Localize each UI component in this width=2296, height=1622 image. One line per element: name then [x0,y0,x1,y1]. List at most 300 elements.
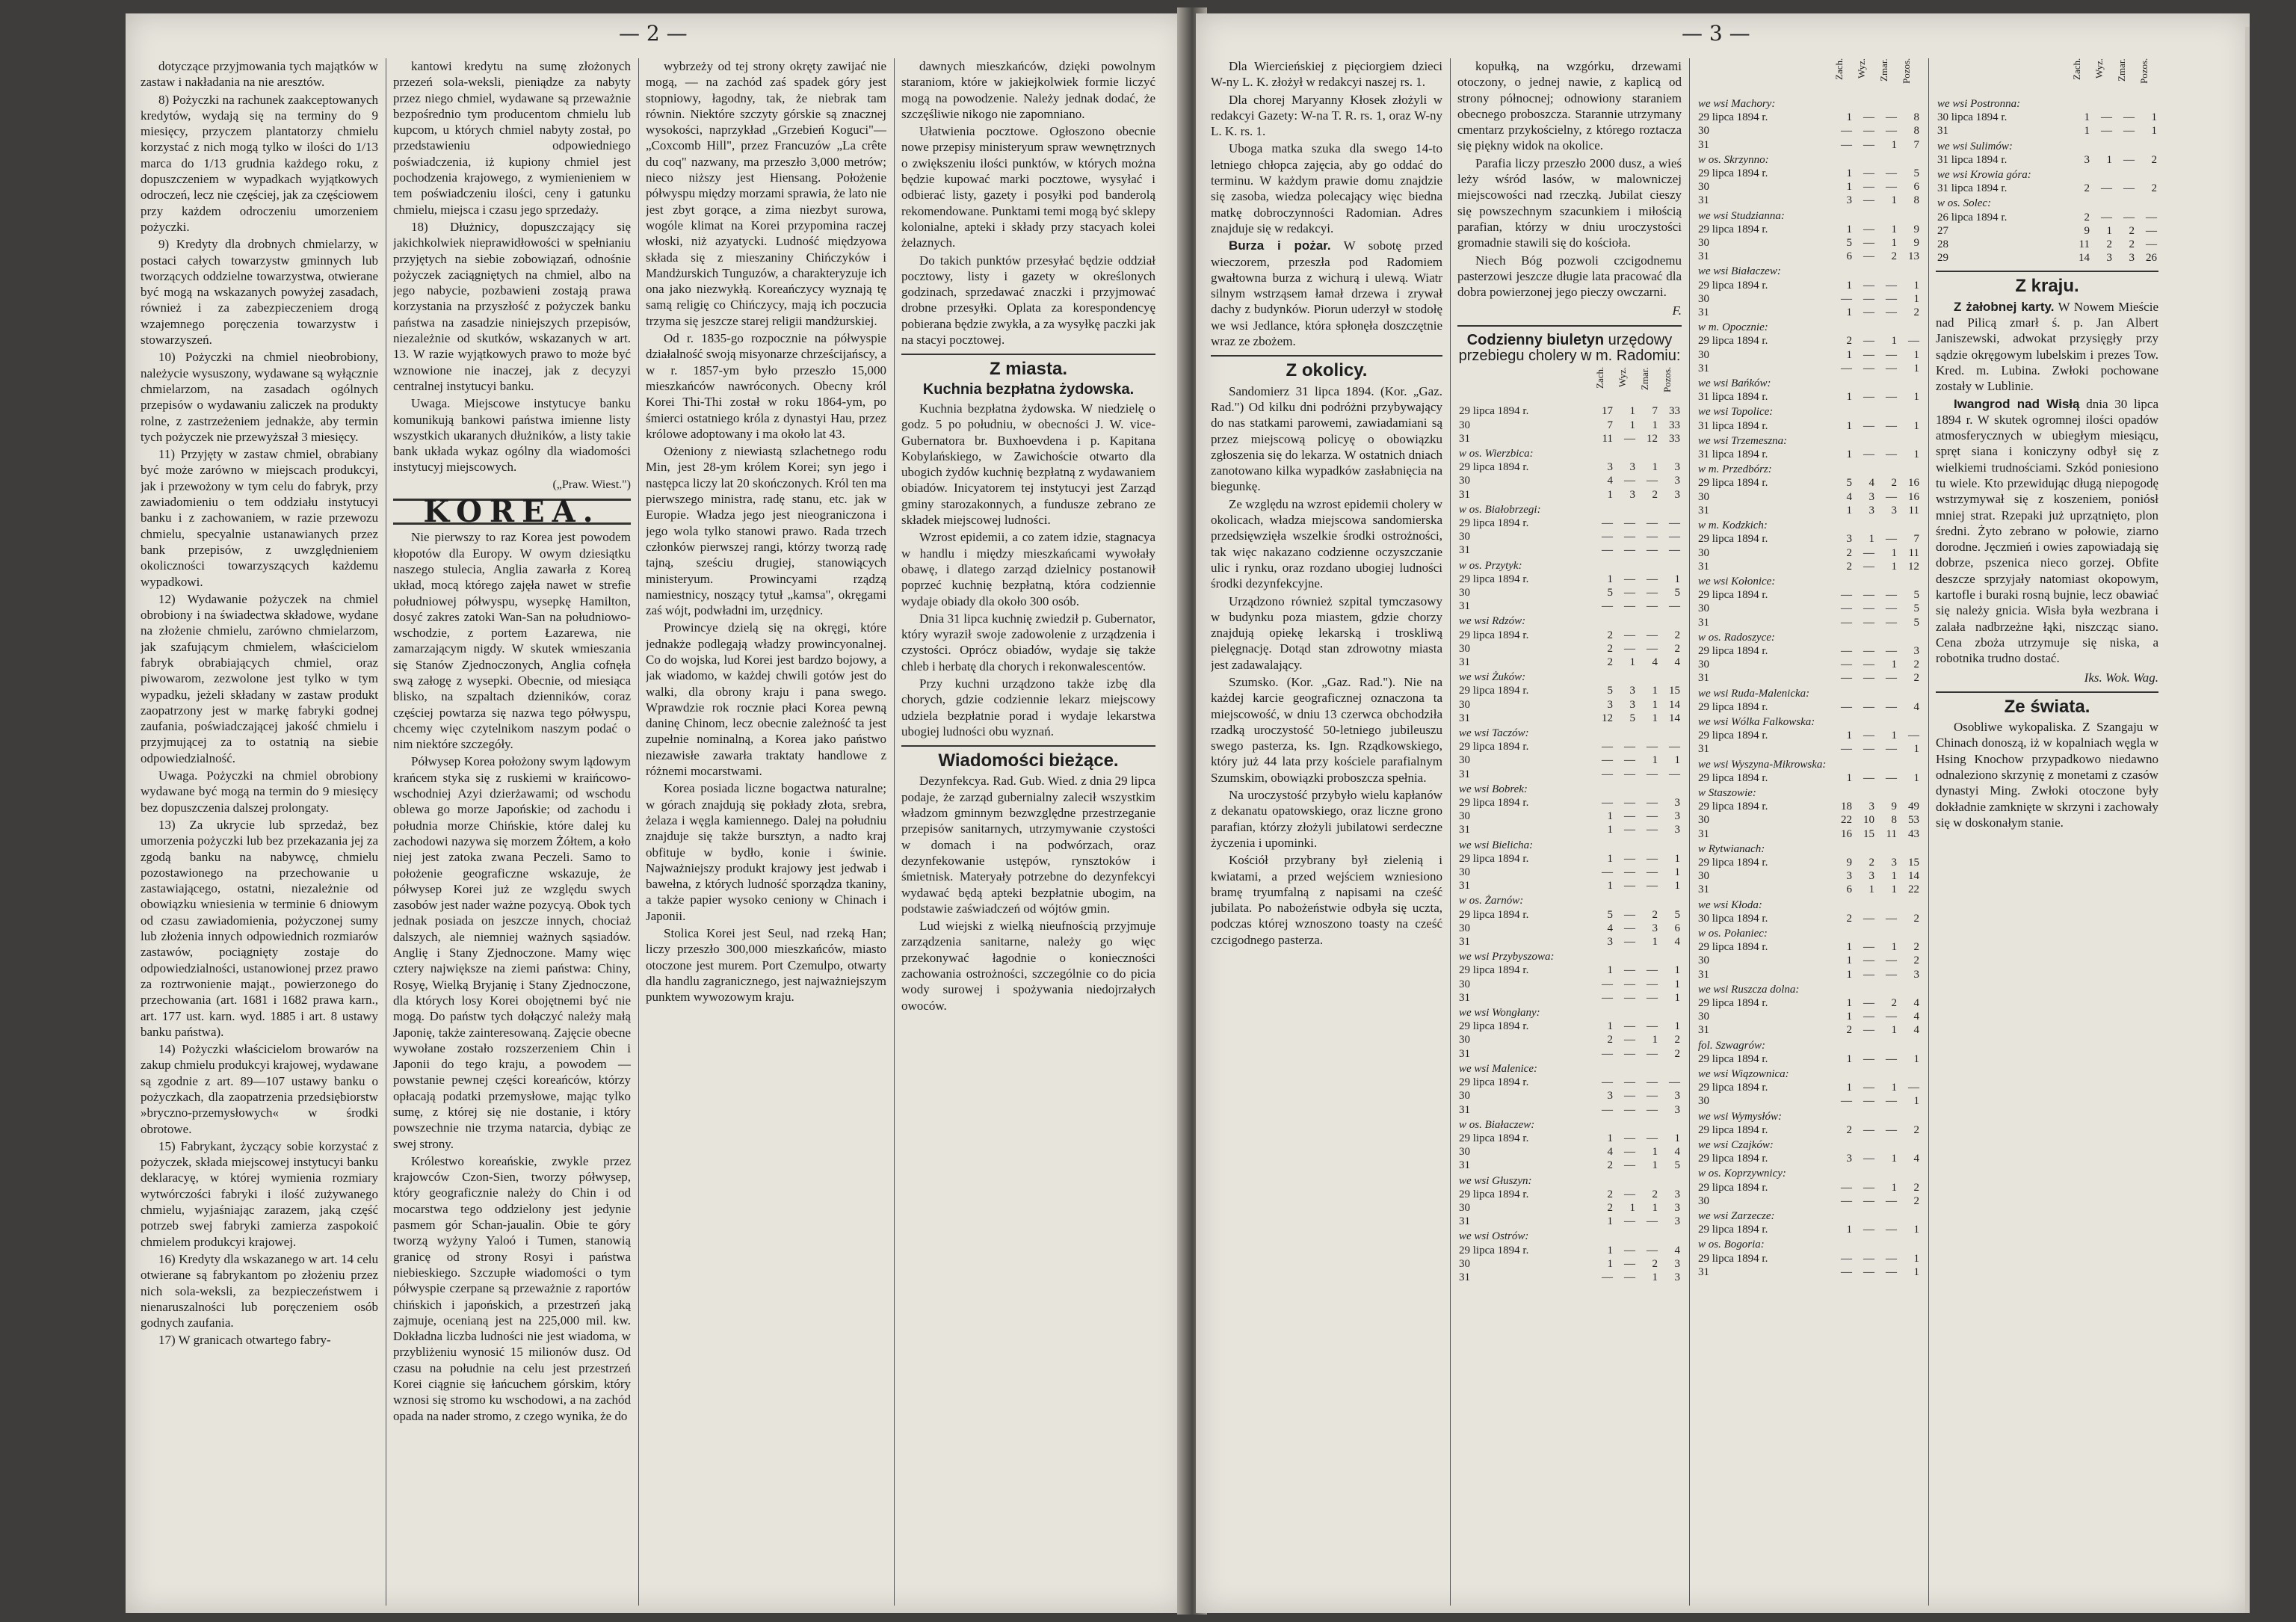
column-header: Wyz. [1617,367,1628,388]
table-cell: — [1841,589,1852,602]
table-row [1697,742,1921,756]
table-cell: 53 [1908,814,1919,827]
table-cell: 3 [1674,1188,1680,1200]
table-cell: — [1624,1159,1635,1172]
table-cell: — [1863,912,1874,925]
place-label: w os. Przytyk: [1459,559,1522,572]
table-cell: — [1863,1123,1874,1136]
paragraph: Na uroczystość przybyło wielu kapłanów z dekanatu opatowskiego, oraz liczne grono parafian, którzy złożyli jubilatowi serdeczne życzenia i upominki. [1211,788,1442,850]
table-row [1936,138,2158,153]
table-row [1936,251,2158,265]
place-label: w os. Połaniec: [1698,927,1768,940]
table-cell: 31 [1459,1271,1470,1283]
paragraph: 10) Pożyczki na chmiel nieobrobiony, należycie wysuszony, wydawane są wyłącznie chmielarzom, na zasadach ogólnych przepisów o wydawaniu zaliczek na produkty rolne, z zastrzeżeniem jednakże, aby termin tych pożyczek nie przewyższał 3 miesięcy. [141,350,378,444]
left-column-4 [901,58,1155,1606]
table-cell: 1 [1913,292,1919,305]
table-cell: 1 [1868,884,1874,896]
table-cell: — [1602,866,1613,879]
table-cell: 29 lipca 1894 r. [1459,629,1529,641]
table-cell: 31 [1459,880,1470,892]
table-row [1697,954,1921,967]
table-cell: — [1624,908,1635,921]
table-cell: 1 [1846,306,1852,319]
table-row [1697,167,1921,180]
table-cell: — [1886,616,1897,629]
table-row [1697,152,1921,167]
paragraph: Sandomierz 31 lipca 1894. (Kor. „Gaz. Rad.") Od kilku dni podróżni przybywający do nas statkami parowemi, zawiadamiani są przez miejscową policyę o obowiązku zgłoszenia się do lekarza. W ostatnich dniach zanotowano kilka wypadków zasłabnięcia na biegunkę. [1211,383,1442,494]
table-cell: — [2123,211,2135,223]
table-cell: 33 [1669,432,1680,445]
table-row [1697,968,1921,981]
table-cell: 29 lipca 1894 r. [1698,1252,1768,1265]
table-cell: — [1863,1252,1874,1265]
table-cell: — [1602,741,1613,753]
table-cell: — [1624,978,1635,990]
table-cell: — [1624,852,1635,865]
table-cell: 30 [1698,659,1709,671]
table-row [1457,1145,1682,1159]
table-cell: — [1886,1252,1897,1265]
table-row [1697,194,1921,207]
table-cell: 31 lipca 1894 r. [1698,419,1768,432]
table-cell: 1 [1846,223,1852,235]
table-cell: 1 [1846,504,1852,516]
table-cell: 1 [1846,771,1852,784]
table-row [1457,543,1682,557]
table-row [1457,1173,1682,1188]
place-label: we wsi Bobrek: [1459,783,1528,795]
table-cell: — [1602,768,1613,780]
wisla-text: dnia 30 lipca 1894 r. W skutek ogromnej ilości opadów atmosferycznych w ubiegłym miesiącu, spręt siana i koniczyny odbył się z wielkiemi trudnościami. Szkód poniesiono tu wiele. Kto przewidując długą niepogodę wstrzymywał się z koszeniem, poniósł mniej strat. Rzepaki już uprzątnięto, plon średni. Żyto zebrano w połowie, ziarno dorodne. Jęczmień i owies zapowiadają się dobrze, pszenica nieco gorzej. Obfite deszcze sprzyjały natomiast okopowym, kartofle i buraki rosną bujnie, lecz obawiać się należy gnicia. Wisła była wezbrana i zalała nadbrzeżne łąki, niszcząc siano. Cena zboża utrzymuje się niska, a robotnika trudno dostać. [1936,396,2158,666]
table-cell: 2 [1913,912,1919,925]
table-cell: — [1624,629,1635,641]
table-cell: — [1624,1020,1635,1033]
table-cell: 1 [1607,1020,1613,1033]
table-cell: 2 [1913,659,1919,671]
table-cell: — [1886,1194,1897,1207]
table-cell: — [1863,279,1874,292]
table-row [1697,912,1921,925]
table-cell: 30 [1698,181,1709,194]
table-row [1697,1108,1921,1123]
table-cell: 9 [1913,237,1919,250]
table-cell: 29 lipca 1894 r. [1698,1082,1768,1094]
table-cell: 3 [1674,797,1680,810]
table-cell: 30 [1459,586,1470,599]
table-cell: 3 [1868,504,1874,516]
table-cell: 30 lipca 1894 r. [1937,111,2008,124]
table-cell: 3 [1868,870,1874,883]
table-header [1697,58,1921,96]
table-cell: 10 [1863,814,1874,827]
table-cell: 31 [1698,884,1709,896]
table-cell: — [1886,644,1897,657]
table-header [1936,58,2158,96]
table-cell: 30 [1698,125,1709,138]
table-cell: 4 [1846,490,1852,503]
table-cell: 11 [1602,432,1613,445]
table-row [1457,892,1682,907]
table-cell: 29 lipca 1894 r. [1459,573,1529,585]
table-cell: 30 [1459,922,1470,934]
table-cell: 6 [1846,250,1852,263]
paragraph: kopułką, na wzgórku, drzewami otoczony, o jednej nawie, z kaplicą od strony północnej; odnowiony staraniem obecnego proboszcza. Starannie utrzymany cmentarz przykościelny, z którego roztacza się piękny widok na okolice. [1457,59,1682,153]
table-row [1697,771,1921,785]
table-cell: 29 lipca 1894 r. [1698,1224,1768,1236]
table-cell: — [1863,237,1874,250]
table-cell: 1 [1913,1252,1919,1265]
table-cell: 1 [1607,964,1613,977]
table-cell: 3 [1629,685,1635,697]
table-row [1457,629,1682,642]
table-cell: 2 [1607,1188,1613,1200]
table-cell: — [1647,475,1658,487]
table-row [1697,714,1921,729]
table-cell: 2 [1607,629,1613,641]
table-cell: — [1863,306,1874,319]
table-row [1457,963,1682,977]
divider [901,745,1155,747]
table-cell: 8 [1913,111,1919,124]
paragraph: Do takich punktów przesyłać będzie oddział pocztowy, listy i gazety w określonych godzinach, sprzedawać znaczki i przyjmować drobne przesyłki. Oplata za korespondencyę pobierana będzie zwykła, a za wysyłkę paczki jak na stacyi pocztowej. [901,253,1155,348]
table-cell: 29 [1937,252,1948,265]
table-row [1457,1089,1682,1103]
table-cell: 14 [1669,712,1680,724]
table-row [1697,208,1921,223]
table-cell: 30 [1698,348,1709,361]
table-cell: 11 [1886,827,1897,840]
paragraph: wybrzeży od tej strony okręty zawijać nie mogą, — na zachód zaś spadek góry jest stopniowy, łagodny, tak, że niebrak tam równin. Niektóre szczyty górskie są znacznej wysokości, naprzykład „Grzebień Koguci"—„Coxcomb Hill", przez Francuzów „La crête du coq" nazwany, ma przeszło 3,000 metrów; nieco niższy jest Hiensang. Położenie półwyspu między morzami sprawia, że lato nie jest zbyt gorące, a zima niezbyt surowa, wogóle klimat na Korei przypomina raczej włoski, niż azyatycki. Ludność międzyowa składa się z mieszaniny Chińczyków i Mandżurskich Tunguzów, a charakteryzuje ich ona jako niezwykłą. Koreańczycy wyznają tę samą religię co Chińczycy, mają ich poczucia trzyma się jeszcze starej religii mandżurskiej. [646,59,886,328]
table-cell: — [1863,1153,1874,1165]
table-cell: 22 [1908,884,1919,896]
table-cell: 9 [1891,801,1897,813]
table-cell: 6 [1913,181,1919,194]
table-cell: — [1886,167,1897,180]
table-cell: 30 [1698,870,1709,883]
table-cell: 29 lipca 1894 r. [1698,223,1768,235]
storm-lead: Burza i pożar. [1229,238,1331,253]
table-cell: 29 lipca 1894 r. [1459,461,1529,474]
kitchen-heading: Kuchnia bezpłatna żydowska. [922,380,1135,398]
table-cell: 31 [1698,616,1709,629]
table-row [1457,1188,1682,1201]
place-label: w os. Białobrzegi: [1459,503,1541,516]
table-cell: 29 lipca 1894 r. [1459,741,1529,753]
table-row [1936,96,2158,111]
table-cell: 2 [1652,1188,1658,1200]
table-cell: 29 lipca 1894 r. [1698,279,1768,292]
table-cell: 2 [1607,656,1613,668]
place-label: w os. Solec: [1937,197,1992,210]
table-row [1457,768,1682,781]
table-cell: 1 [1652,461,1658,474]
table-cell: 1 [1891,1181,1897,1194]
table-row [1697,263,1921,278]
table-cell: 29 lipca 1894 r. [1459,1244,1529,1256]
table-cell: — [1624,922,1635,934]
place-label: w m. Przedbórz: [1698,463,1772,476]
table-cell: 28 [1937,238,1948,251]
table-cell: — [1886,391,1897,404]
table-cell: — [1863,589,1874,602]
place-label: w os. Skrzynno: [1698,153,1769,166]
paragraph: Kuchnia bezpłatna żydowska. W niedzielę o godz. 5 po południu, w obecności J. W. vice-Gubernatora br. Buxhoevdena i p. Kapitana Kobylańskiego, w Zawichoście otwarto dla ubogich żydów kuchnię bezpłatną z wydawaniem obiadów. Inicyatorem tej instytucyi jest Zarząd gminy starozakonnych, a fundusze zebrano ze składek miejscowej ludności. [901,401,1155,528]
table-cell: — [1647,586,1658,599]
table-cell: 29 lipca 1894 r. [1459,1076,1529,1089]
table-cell: — [1647,1132,1658,1144]
table-cell: — [1863,743,1874,756]
table-cell: — [1886,672,1897,685]
table-cell: 30 [1698,1095,1709,1108]
table-cell: — [1624,1271,1635,1283]
table-cell: — [1647,642,1658,655]
table-cell: — [1624,754,1635,767]
table-cell: 2 [1913,1194,1919,1207]
table-cell: — [1624,768,1635,780]
table-header [1457,367,1682,404]
table-cell: — [1602,978,1613,990]
table-cell: 1 [2084,125,2090,138]
table-cell: 5 [1913,167,1919,180]
table-row [1697,180,1921,194]
table-row [1697,996,1921,1010]
table-cell: 2 [1891,997,1897,1009]
place-label: w m. Opocznie: [1698,321,1768,334]
table-cell: — [1841,644,1852,657]
table-cell: 1 [1652,698,1658,711]
signature: Iks. Wok. Wag. [2084,670,2158,685]
table-cell: 3 [1846,870,1852,883]
table-cell: — [1886,533,1897,546]
table-row [1457,1244,1682,1257]
table-row [1697,1081,1921,1094]
table-cell: — [1624,1132,1635,1144]
world-text: Osobliwe wykopaliska. Z Szangaju w Chinach donoszą, iż w kopalniach węgla w Hsing Knochow przypadkowo niedawno odnaleziono skrzynię z monetami z czasów dynastyi Ming. Zwłoki otoczone były dokładnie zamknięte w skrzyni i zachowały się w doskonałym stanie. [1936,720,2158,830]
right-column-1 [1211,58,1442,1606]
table-cell: 3 [1629,488,1635,501]
table-cell: 9 [1846,856,1852,869]
table-cell: — [1886,1224,1897,1236]
place-label: w os. Radoszyce: [1698,631,1775,644]
table-cell: 18 [1841,801,1852,813]
table-cell: — [1863,955,1874,967]
table-cell: — [1602,516,1613,529]
table-row [1697,476,1921,490]
place-label: we wsi Czajków: [1698,1139,1774,1152]
column-header: Pozos. [2138,58,2150,84]
table-row [1697,1137,1921,1152]
table-cell: — [1624,741,1635,753]
table-cell: 1 [1674,573,1680,585]
table-row [1457,445,1682,460]
table-row [1697,827,1921,841]
place-label: w os. Koprzywnicy: [1698,1168,1786,1180]
table-cell: 5 [1674,1159,1680,1172]
table-cell: 4 [1607,1146,1613,1159]
storm-text: W sobotę przed wieczorem, przeszła pod Radomiem gwałtowna burza z wichurą i ulewą. Wiatr silnym wstrząsem łamał drzewa i zrywał dachy z budynków. Piorun uderzył w stodołę we wsi Jedlance, która spłonęła doszczętnie wraz ze zbożem. [1211,238,1442,349]
table-cell: 1 [1913,279,1919,292]
table-cell: 12 [1647,432,1658,445]
table-cell: — [1647,978,1658,990]
table-cell: 1 [2151,125,2157,138]
table-cell: 31 [1698,827,1709,840]
table-cell: — [1886,362,1897,374]
table-cell: 13 [1908,250,1919,263]
paragraph: Od r. 1835-go rozpocznie na półwyspie działalność swoją misyonarze chrześcijańscy, a w r. 1857-ym było przeszło 15,000 mieszkańców nawróconych. Obecny król Korei Thi-Thi został w roku 1864-ym, po śmierci ostatniego króla z dynastyi Hau, przez królowe adoptowany i ma około lat 43. [646,331,886,441]
table-cell: 31 [1698,250,1709,263]
table-cell: 1 [1607,1257,1613,1270]
table-cell: 8 [1891,814,1897,827]
table-cell: 29 lipca 1894 r. [1698,167,1768,180]
table-cell: — [1624,1188,1635,1200]
place-label: we wsi Zarzecze: [1698,1210,1775,1223]
paragraph: Dla chorej Maryanny Kłosek złożyli w redakcyi Gazety: W-na T. R. rs. 1, oraz W-ny L. K. rs. 1. [1211,92,1442,139]
paragraph: 17) W granicach otwartego fabry- [158,1333,331,1348]
table-row [1936,167,2158,182]
table-cell: 29 lipca 1894 r. [1459,964,1529,977]
table-row [1457,879,1682,892]
table-cell: — [1624,991,1635,1004]
table-cell: — [1886,955,1897,967]
table-cell: 4 [1913,1011,1919,1023]
cholera-table [1936,58,2158,265]
table-cell: 1 [1652,754,1658,767]
table-row [1697,1208,1921,1223]
column-header: Zach. [1594,367,1605,389]
table-cell: — [1624,1244,1635,1256]
table-row [1936,195,2158,210]
table-cell: 29 lipca 1894 r. [1698,1123,1768,1136]
table-row [1936,224,2158,238]
table-cell: — [1863,730,1874,742]
table-cell: 29 lipca 1894 r. [1698,856,1768,869]
table-cell: 2 [2084,211,2090,223]
paragraph: Dnia 31 lipca kuchnię zwiedził p. Gubernator, który wyraził swoje zadowolenie z urządzenia i czystości. Oprócz obiadów, wydaje się także chleb i herbatę dla chorych i rekonwalescentów. [901,611,1155,673]
table-cell: 31 [1459,712,1470,724]
table-cell: 2 [1607,1034,1613,1046]
table-cell: 2 [1607,642,1613,655]
paragraph: Wzrost epidemii, a co zatem idzie, stagnacya w handlu i między mieszkańcami wywołały obawę, i dlatego zarząd dzielnicy postanowił poprzeć kuchnię bezpłatną, która codziennie wydaje obiady dla około 300 osób. [901,530,1155,608]
table-cell: — [2123,111,2135,124]
table-row [1457,488,1682,502]
table-cell: 3 [1674,1215,1680,1228]
card-lead: Z żałobnej karty. [1954,299,2055,314]
table-cell: — [1863,771,1874,784]
table-cell: — [1669,531,1680,543]
table-cell: 1 [1607,1244,1613,1256]
table-cell: 29 lipca 1894 r. [1698,477,1768,490]
table-cell: — [1624,432,1635,445]
table-row [1697,602,1921,615]
table-cell: — [1863,362,1874,374]
table-cell: 29 lipca 1894 r. [1459,908,1529,921]
table-cell: 5 [1846,477,1852,490]
table-row [1457,712,1682,725]
table-cell: 4 [1913,1024,1919,1037]
table-cell: 1 [1674,1132,1680,1144]
table-cell: 31 [1698,743,1709,756]
table-cell: — [1886,700,1897,713]
table-cell: 2 [1891,250,1897,263]
table-row [1697,841,1921,856]
table-cell: 1 [1891,1082,1897,1094]
paragraph: Parafia liczy przeszło 2000 dusz, a wieś leży wśród lasów, w malowniczej miejscowości nad rzeczką. Jubilat cieszy się powszechnym szacunkiem i miłością parafian, którzy w dniu uroczystości gromadnie stawili się do kościoła. [1457,155,1682,250]
table-cell: 1 [1652,1159,1658,1172]
table-cell: — [1669,1076,1680,1089]
table-cell: 30 [1459,866,1470,879]
table-cell: 29 lipca 1894 r. [1698,1181,1768,1194]
table-row [1457,1047,1682,1061]
table-cell: 31 [1459,768,1470,780]
table-row [1457,1020,1682,1033]
table-cell: 29 lipca 1894 r. [1459,405,1529,418]
table-cell: 5 [1913,589,1919,602]
table-cell: 31 [1459,936,1470,949]
table-cell: — [1647,797,1658,810]
table-cell: — [1886,1095,1897,1108]
table-row [1697,362,1921,375]
table-cell: 5 [1913,616,1919,629]
table-cell: 3 [1674,1257,1680,1270]
table-row [1697,573,1921,588]
wisla-lead: Iwangrod nad Wisłą [1954,396,2080,411]
paragraph: 18) Dłużnicy, dopuszczający się jakichkolwiek nieprawidłowości w spełnianiu przyjętych na siebie zobowiązań, odnośnie pożyczek zaciągniętych na chmiel, albo na jego nabycie, pozbawieni zostają prawa korzystania na przyszłość z pożyczek banku państwa na zasadzie niniejszych przepisów, niezależnie od skutków, wskazanych w art. 13. W razie wyjątkowych prawo to może być wznowione nie inaczej, jak z decyzyi centralnej instytucyi banku. [393,219,631,393]
place-label: we wsi Sulimów: [1937,140,2013,152]
table-cell: 1 [1607,1215,1613,1228]
table-row [1697,306,1921,319]
table-cell: 3 [1607,936,1613,949]
page-left [126,13,1187,1613]
place-label: we wsi Rdzów: [1459,615,1526,628]
table-cell: — [1841,602,1852,615]
table-row [1457,949,1682,963]
table-cell: 7 [1913,138,1919,151]
table-cell: 29 lipca 1894 r. [1459,797,1529,810]
table-cell: — [1602,754,1613,767]
column-header: Zmar. [1878,58,1889,81]
table-cell: 1 [1846,1011,1852,1023]
table-cell: 30 [1459,978,1470,990]
table-cell: — [1886,181,1897,194]
place-label: we wsi Krowia góra: [1937,169,2031,182]
table-row [1697,1037,1921,1052]
table-row [1457,725,1682,740]
place-label: w Rytwianach: [1698,842,1765,855]
section-heading-world: Ze świata. [2004,696,2090,717]
table-cell: — [1841,743,1852,756]
table-cell: 1 [1674,964,1680,977]
table-cell: 1 [2151,111,2157,124]
place-label: we wsi Malenice: [1459,1062,1537,1075]
table-cell: 30 [1459,754,1470,767]
table-cell: — [1863,125,1874,138]
table-cell: — [1886,111,1897,124]
table-cell: 12 [1908,560,1919,573]
table-cell: 1 [1607,824,1613,836]
place-label: w Staszowie: [1698,786,1756,799]
table-cell: 2 [1846,912,1852,925]
table-row [1697,925,1921,940]
table-cell: 3 [2129,252,2135,265]
table-cell: — [1886,490,1897,503]
table-cell: 31 [1459,600,1470,613]
table-cell: 3 [1674,1090,1680,1103]
table-cell: — [1647,1076,1658,1089]
table-row [1457,1271,1682,1284]
table-cell: 11 [1908,504,1919,516]
table-cell: 31 [1459,824,1470,836]
table-cell: — [1886,743,1897,756]
